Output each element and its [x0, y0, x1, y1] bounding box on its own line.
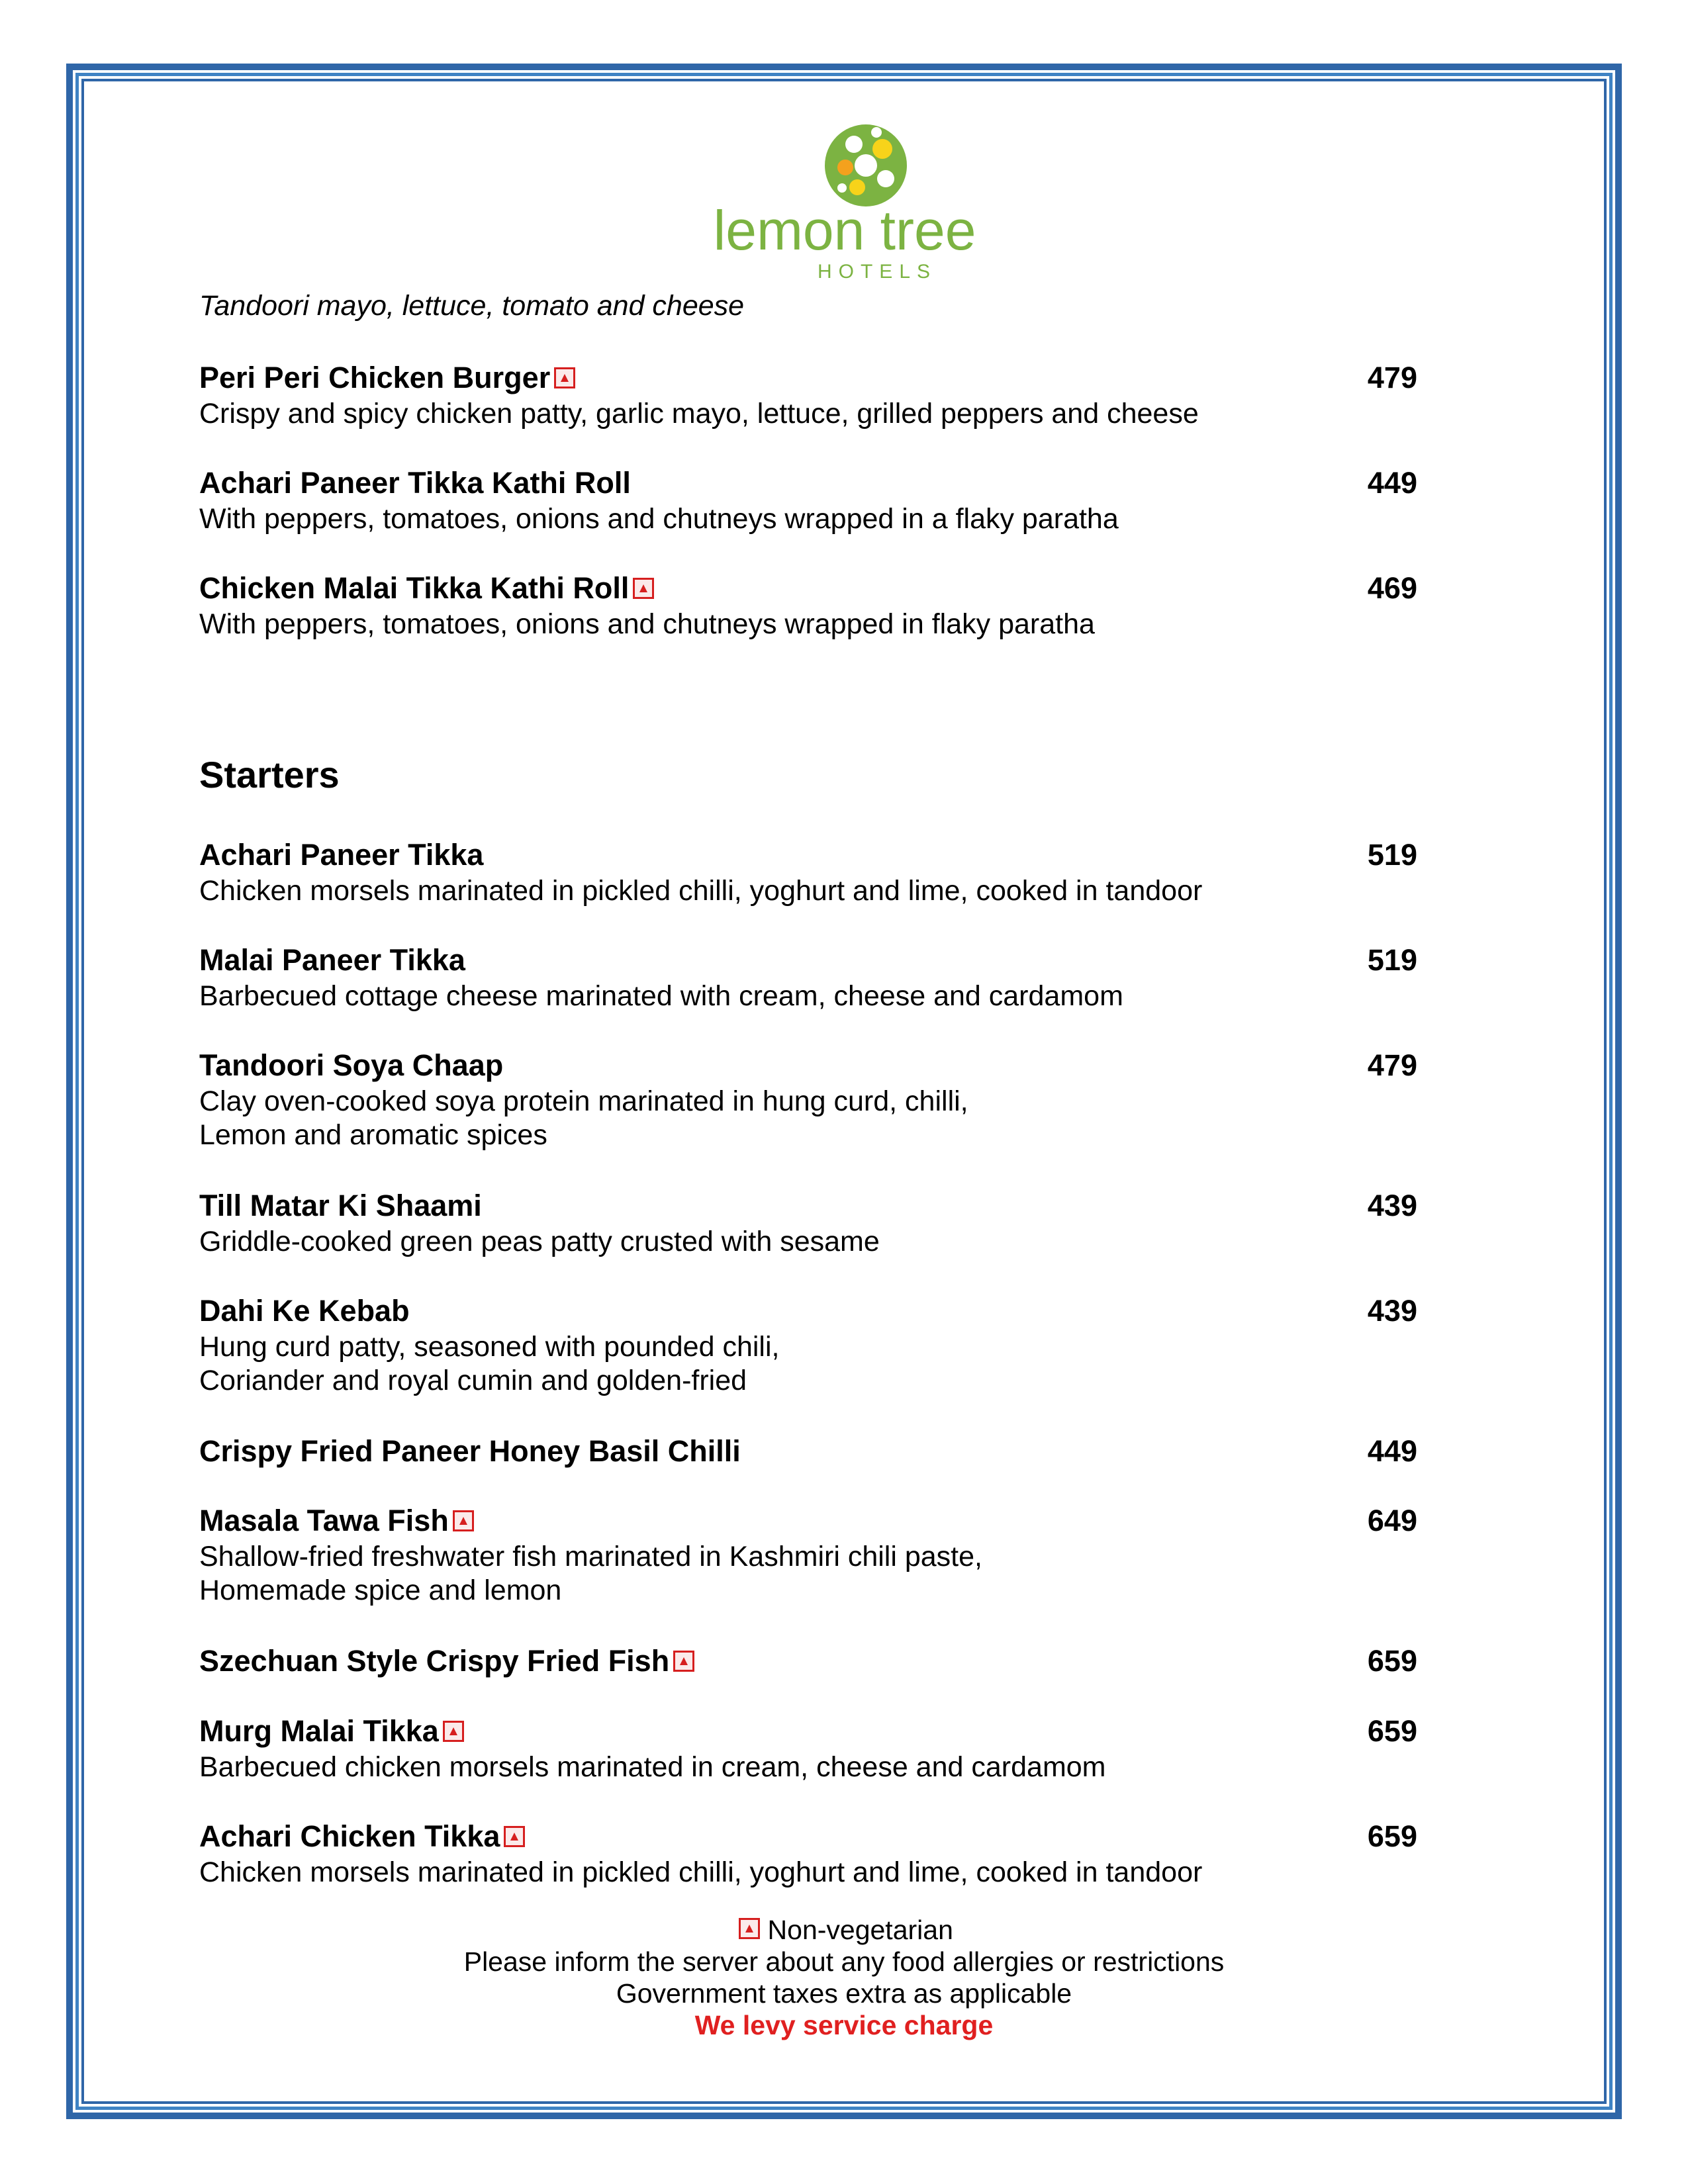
menu-item-name: Crispy Fried Paneer Honey Basil Chilli: [199, 1434, 741, 1468]
menu-item-description: Barbecued chicken morsels marinated in cream, cheese and cardamom: [199, 1751, 1106, 1783]
menu-item-name: Peri Peri Chicken Burger: [199, 361, 551, 394]
menu-item-name: Achari Paneer Tikka: [199, 838, 484, 872]
menu-item-name: Masala Tawa Fish: [199, 1504, 449, 1537]
menu-item-description: Clay oven-cooked soya protein marinated in hung curd, chilli,: [199, 1085, 968, 1117]
menu-item-description: Coriander and royal cumin and golden-fried: [199, 1365, 747, 1396]
menu-item-title-row: [199, 358, 1417, 398]
menu-item-name: Dahi Ke Kebab: [199, 1294, 410, 1328]
menu-item: [199, 1501, 1417, 1608]
menu-item: [199, 1046, 1417, 1153]
menu-item-price: 479: [1367, 361, 1417, 394]
menu-item-title-row: [199, 1046, 1417, 1085]
nonveg-icon: [739, 1918, 760, 1939]
menu-item-price: 449: [1367, 1434, 1417, 1468]
menu-item-title-row: [199, 1291, 1417, 1331]
nonveg-icon: [504, 1826, 525, 1847]
nonveg-icon: [554, 367, 575, 388]
taxes-note: Government taxes extra as applicable: [616, 1978, 1072, 2009]
menu-item-name: Achari Chicken Tikka: [199, 1819, 500, 1853]
menu-item-name: Chicken Malai Tikka Kathi Roll: [199, 571, 630, 605]
menu-item-description: Crispy and spicy chicken patty, garlic mayo, lettuce, grilled peppers and cheese: [199, 398, 1199, 430]
menu-item-price: 649: [1367, 1504, 1417, 1537]
menu-item-title-row: [199, 1817, 1417, 1856]
menu-item-name: Achari Paneer Tikka Kathi Roll: [199, 466, 631, 500]
menu-item-description: Chicken morsels marinated in pickled chilli, yoghurt and lime, cooked in tandoor: [199, 1856, 1203, 1888]
menu-item-description: Homemade spice and lemon: [199, 1574, 562, 1606]
menu-item-description: Shallow-fried freshwater fish marinated in Kashmiri chili paste,: [199, 1541, 982, 1572]
menu-item-name: Malai Paneer Tikka: [199, 943, 465, 977]
menu-item-description: Hung curd patty, seasoned with pounded chili,: [199, 1331, 780, 1363]
nonveg-legend-label: Non-vegetarian: [767, 1915, 953, 1945]
menu-item-description: With peppers, tomatoes, onions and chutneys wrapped in a flaky paratha: [199, 503, 1119, 535]
menu-item: [199, 463, 1417, 537]
menu-item-description: Lemon and aromatic spices: [199, 1119, 547, 1151]
allergy-note: Please inform the server about any food allergies or restrictions: [463, 1946, 1225, 1977]
menu-item: [199, 569, 1417, 642]
starters-heading: Starters: [199, 754, 340, 796]
menu-item: [199, 1711, 1417, 1785]
menu-item: [199, 940, 1417, 1014]
menu-item-title-row: [199, 1186, 1417, 1226]
menu-item-title-row: [199, 1711, 1417, 1751]
menu-item-price: 519: [1367, 943, 1417, 977]
menu-item-price: 449: [1367, 466, 1417, 500]
nonveg-legend: [0, 1914, 1688, 1946]
menu-item-title-row: [199, 569, 1417, 608]
menu-item-name: Szechuan Style Crispy Fried Fish: [199, 1644, 670, 1678]
nonveg-icon: [443, 1721, 464, 1742]
menu-footer: [0, 1914, 1688, 2041]
menu-item-title-row: [199, 1641, 1417, 1681]
menu-item: [199, 1291, 1417, 1398]
menu-item-name: Murg Malai Tikka: [199, 1714, 439, 1748]
menu-item-price: 659: [1367, 1819, 1417, 1853]
menu-item-description: Barbecued cottage cheese marinated with cream, cheese and cardamom: [199, 980, 1123, 1012]
menu-item-price: 659: [1367, 1714, 1417, 1748]
menu-item: [199, 1432, 1417, 1471]
menu-item-name: Tandoori Soya Chaap: [199, 1048, 504, 1082]
menu-item-description: Griddle-cooked green peas patty crusted with sesame: [199, 1226, 880, 1257]
menu-item-description: Chicken morsels marinated in pickled chilli, yoghurt and lime, cooked in tandoor: [199, 875, 1203, 907]
menu-item-description: With peppers, tomatoes, onions and chutneys wrapped in flaky paratha: [199, 608, 1095, 640]
menu-item-name: Till Matar Ki Shaami: [199, 1189, 482, 1222]
menu-item: [199, 1817, 1417, 1890]
intro-description: Tandoori mayo, lettuce, tomato and cheese: [199, 290, 745, 322]
menu-item: [199, 1186, 1417, 1259]
menu-item-price: 439: [1367, 1294, 1417, 1328]
nonveg-icon: [633, 578, 654, 599]
menu-item-title-row: [199, 1501, 1417, 1541]
menu-item-title-row: [199, 463, 1417, 503]
nonveg-icon: [453, 1510, 474, 1531]
menu-item-title-row: [199, 835, 1417, 875]
menu-item-title-row: [199, 940, 1417, 980]
brand-subtitle: HOTELS: [817, 261, 937, 283]
menu-item: [199, 835, 1417, 909]
menu-item-price: 439: [1367, 1189, 1417, 1222]
menu-item-price: 659: [1367, 1644, 1417, 1678]
menu-item-price: 519: [1367, 838, 1417, 872]
menu-item-title-row: [199, 1432, 1417, 1471]
menu-item: [199, 358, 1417, 432]
nonveg-icon: [673, 1651, 694, 1672]
menu-item: [199, 1641, 1417, 1681]
service-charge-note: We levy service charge: [694, 2010, 994, 2040]
lemon-tree-logo: [695, 119, 993, 291]
menu-item-price: 479: [1367, 1048, 1417, 1082]
menu-item-price: 469: [1367, 571, 1417, 605]
brand-wordmark: lemon tree: [713, 199, 976, 261]
